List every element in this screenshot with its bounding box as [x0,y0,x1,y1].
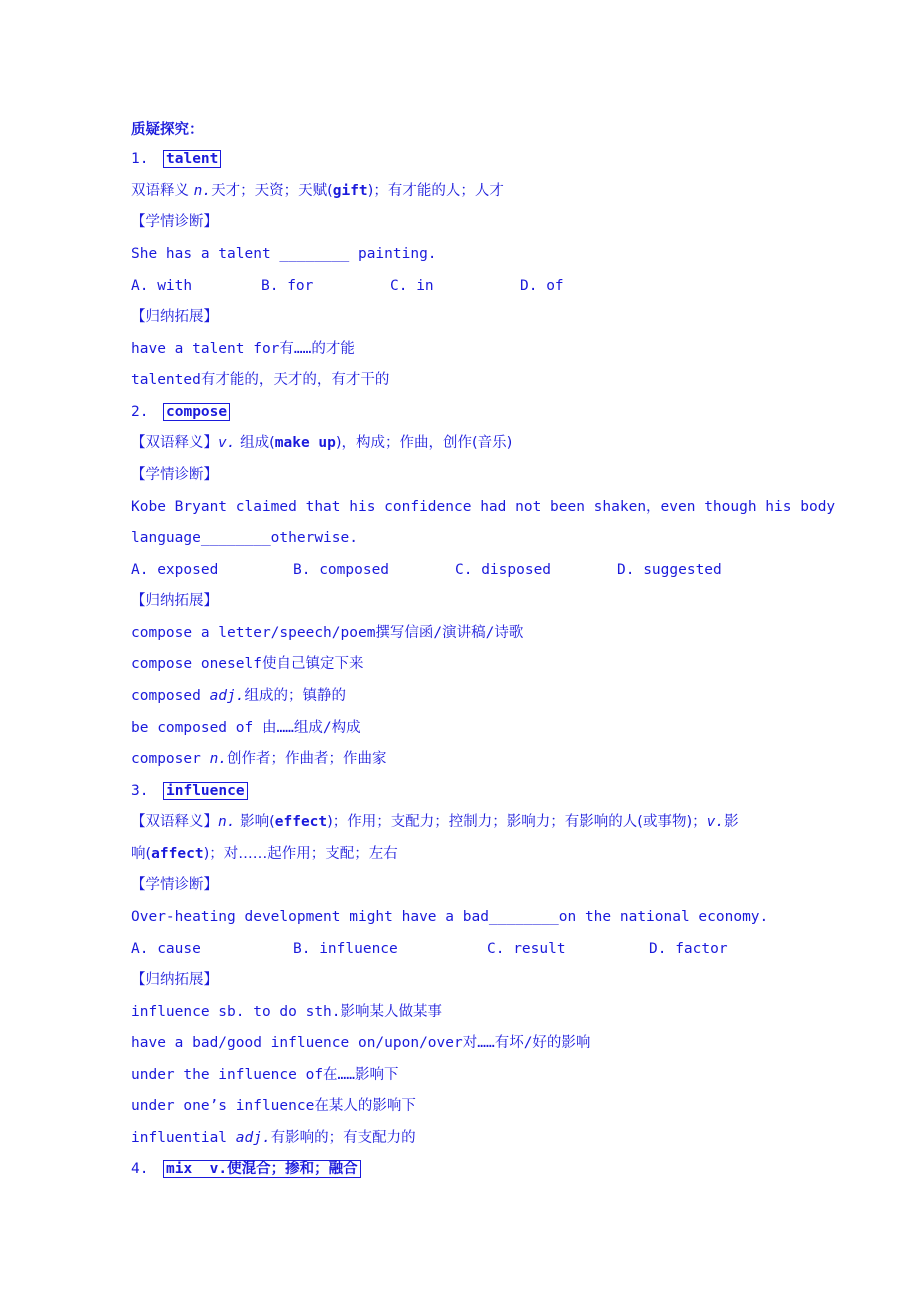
option-b: B. composed [293,562,390,578]
extension-item: talented有才能的，天才的，有才干的 [131,372,390,388]
extension-label: 【归纳拓展】 [131,972,218,988]
extension-item: under the influence of在……影响下 [131,1067,399,1083]
options-row [131,560,831,580]
item-number: 2. [131,404,149,420]
option-c: C. disposed [455,562,552,578]
options-row [131,939,831,959]
vocab-word-compose: compose [163,403,230,421]
item-number: 4. [131,1161,149,1177]
item-4-header [131,1159,361,1179]
section-title: 质疑探究： [131,122,204,138]
extension-item: have a talent for有……的才能 [131,341,355,357]
vocab-word-mix: mix v.使混合；掺和；融合 [163,1160,361,1178]
item-3-header [131,781,248,801]
option-d: D. factor [649,941,728,957]
extension-item: compose oneself使自己镇定下来 [131,656,364,672]
vocab-word-influence: influence [163,782,248,800]
item-3-definition: 【双语释义】n. 影响(effect)；作用；支配力；控制力；影响力；有影响的人(或事物)；v.影 [131,814,739,830]
option-d: D. suggested [617,562,722,578]
option-a: A. with [131,278,193,294]
item-1-definition: 双语释义 n.天才；天资；天赋(gift)；有才能的人；人才 [131,183,504,199]
option-d: D. of [520,278,564,294]
extension-label: 【归纳拓展】 [131,309,218,325]
option-c: C. result [487,941,566,957]
question-text: language________otherwise. [131,530,358,546]
option-c: C. in [390,278,434,294]
extension-item: under one’s influence在某人的影响下 [131,1098,416,1114]
question-text: She has a talent ________ painting. [131,246,437,262]
vocab-word-talent: talent [163,150,221,168]
question-text: Over-heating development might have a bad________on the national economy. [131,909,769,925]
option-a: A. exposed [131,562,219,578]
extension-item: compose a letter/speech/poem撰写信函/演讲稿/诗歌 [131,625,524,641]
extension-item: influential adj.有影响的；有支配力的 [131,1130,416,1146]
extension-label: 【归纳拓展】 [131,593,218,609]
question-text: Kobe Bryant claimed that his confidence had not been shaken，even though his body [131,499,836,515]
extension-item: influence sb. to do sth.影响某人做某事 [131,1004,443,1020]
item-3-definition-cont: 响(affect)；对……起作用；支配；左右 [131,846,398,862]
item-2-definition: 【双语释义】v. 组成(make up)，构成；作曲，创作(音乐) [131,435,513,451]
diagnosis-label: 【学情诊断】 [131,877,218,893]
extension-item: have a bad/good influence on/upon/over对……有坏/好的影响 [131,1035,591,1051]
option-a: A. cause [131,941,201,957]
item-number: 1. [131,151,149,167]
extension-item: composer n.创作者；作曲者；作曲家 [131,751,387,767]
option-b: B. influence [293,941,398,957]
options-row [131,276,831,296]
diagnosis-label: 【学情诊断】 [131,214,218,230]
item-1-header [131,149,221,169]
item-2-header [131,402,230,422]
extension-item: composed adj.组成的；镇静的 [131,688,346,704]
diagnosis-label: 【学情诊断】 [131,467,218,483]
item-number: 3. [131,783,149,799]
option-b: B. for [261,278,314,294]
extension-item: be composed of 由……组成/构成 [131,720,361,736]
